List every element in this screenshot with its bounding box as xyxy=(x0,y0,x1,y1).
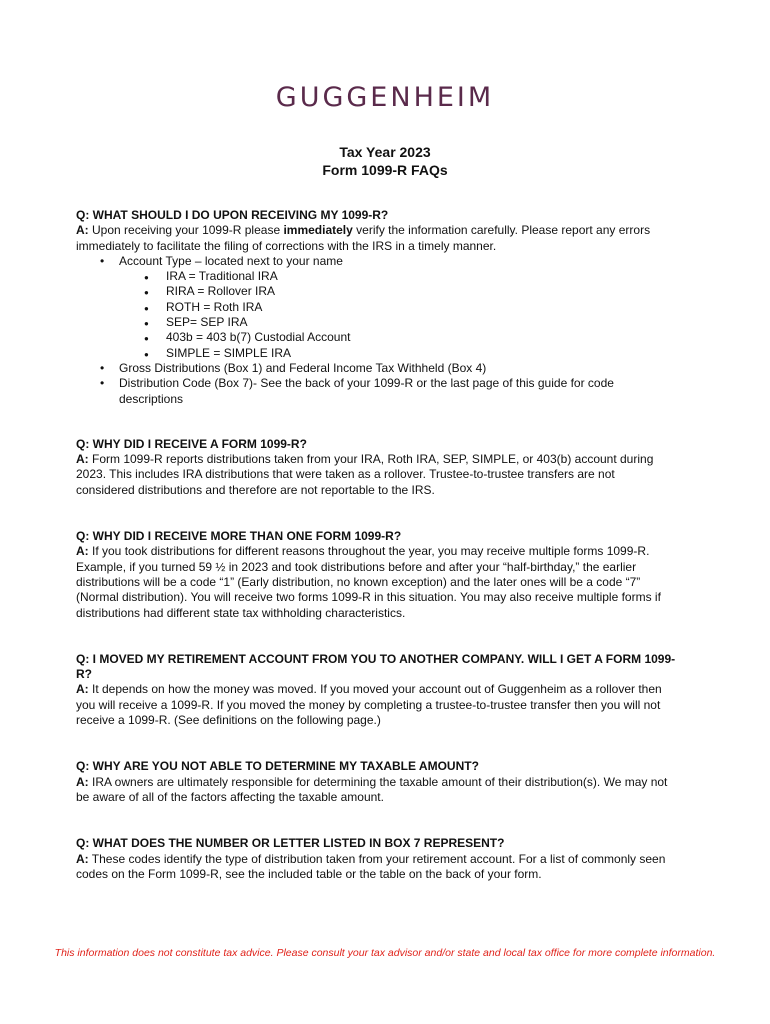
faq-section-receiving xyxy=(76,208,676,407)
faq-answer xyxy=(76,775,676,806)
answer-text: It depends on how the money was moved. If you moved your account out of Guggenheim as a rollover then you will receive a 1099-R. If you moved the money by completing a trustee-to-trustee transfer then you will not receive a 1099-R. (See definitions on the following page.) xyxy=(76,682,662,728)
faq-section-multiple-forms xyxy=(76,529,676,621)
answer-label: A: xyxy=(76,774,89,789)
account-type-list xyxy=(119,269,676,361)
answer-label: A: xyxy=(76,223,89,238)
faq-section-box7 xyxy=(76,836,676,882)
account-type-item: ● IRA = Traditional IRA xyxy=(76,269,676,284)
faq-answer xyxy=(76,852,676,883)
account-type-item: ● SIMPLE = SIMPLE IRA xyxy=(76,346,676,361)
account-type-item: ● 403b = 403 b(7) Custodial Account xyxy=(76,330,676,345)
answer-text: Form 1099-R reports distributions taken from your IRA, Roth IRA, SEP, SIMPLE, or 403(b) account during 2023. This includes IRA distributions that were taken as a rollover. Trustee-to-trustee transfers are not considered distributions and therefore are not reportable to the IRS. xyxy=(76,452,654,497)
answer-label: A: xyxy=(76,682,89,697)
answer-text: IRA owners are ultimately responsible for determining the taxable amount of their distribution(s). We may not be aware of all of the factors affecting the taxable amount. xyxy=(76,774,668,804)
title-form-faqs: Form 1099-R FAQs xyxy=(322,162,448,178)
faq-question: Q: WHAT SHOULD I DO UPON RECEIVING MY 1099-R? xyxy=(76,208,389,222)
account-type-item: ● SEP= SEP IRA xyxy=(76,315,676,330)
answer-text: verify the information carefully. Please report any errors immediately to facilitate the filing of corrections with the IRS in a timely manner. xyxy=(76,223,651,253)
answer-label: A: xyxy=(76,544,89,559)
faq-answer xyxy=(76,682,676,728)
faq-section-moved-account xyxy=(76,652,676,728)
faq-answer xyxy=(76,544,676,620)
faq-answer xyxy=(76,452,676,498)
faq-section-taxable-amount xyxy=(76,759,676,805)
guggenheim-logo: GUGGENHEIM xyxy=(275,82,495,113)
faq-question: Q: WHY ARE YOU NOT ABLE TO DETERMINE MY TAXABLE AMOUNT? xyxy=(76,759,479,774)
account-type-item: ● ROTH = Roth IRA xyxy=(76,300,676,315)
answer-label: A: xyxy=(76,851,89,866)
answer-text: Upon receiving your 1099-R please xyxy=(88,223,284,238)
list-item xyxy=(76,254,676,361)
faq-answer xyxy=(76,223,676,254)
list-item: • Distribution Code (Box 7)- See the back of your 1099-R or the last page of this guide for code descriptions xyxy=(76,376,676,407)
title-tax-year: Tax Year 2023 xyxy=(339,144,431,160)
checklist xyxy=(76,254,676,407)
answer-emphasis: immediately xyxy=(283,223,353,238)
answer-label: A: xyxy=(76,452,89,467)
faq-question: Q: WHY DID I RECEIVE MORE THAN ONE FORM 1099-R? xyxy=(76,529,402,544)
disclaimer: This information does not constitute tax advice. Please consult your tax advisor and/or state and local tax office for more complete information. xyxy=(54,947,716,959)
list-item: • Gross Distributions (Box 1) and Federal Income Tax Withheld (Box 4) xyxy=(76,361,676,376)
faq-question: Q: I MOVED MY RETIREMENT ACCOUNT FROM YOU TO ANOTHER COMPANY. WILL I GET A FORM 1099-R? xyxy=(76,651,676,682)
list-item-text: Account Type – located next to your name xyxy=(119,253,343,268)
faq-question: Q: WHAT DOES THE NUMBER OR LETTER LISTED IN BOX 7 REPRESENT? xyxy=(76,836,505,851)
faq-content xyxy=(76,208,676,913)
answer-text: If you took distributions for different reasons throughout the year, you may receive multiple forms 1099-R. Example, if you turned 59 ½ in 2023 and took distributions before and after your “half-birthday,” the earlier distributions will be a code “1” (Early distribution, no known exception) and the later ones will be a code “7” (Normal distribution). You will receive two forms 1099-R in this situation. You may also receive multiple forms if distributions had different state tax withholding characteristics. xyxy=(76,544,661,620)
answer-text: These codes identify the type of distribution taken from your retirement account. For a list of commonly seen codes on the Form 1099-R, see the included table or the table on the back of your form. xyxy=(76,851,666,881)
faq-section-why-receive xyxy=(76,437,676,498)
account-type-item: ● RIRA = Rollover IRA xyxy=(76,284,676,299)
faq-question: Q: WHY DID I RECEIVE A FORM 1099-R? xyxy=(76,436,307,451)
page-title xyxy=(0,143,770,179)
